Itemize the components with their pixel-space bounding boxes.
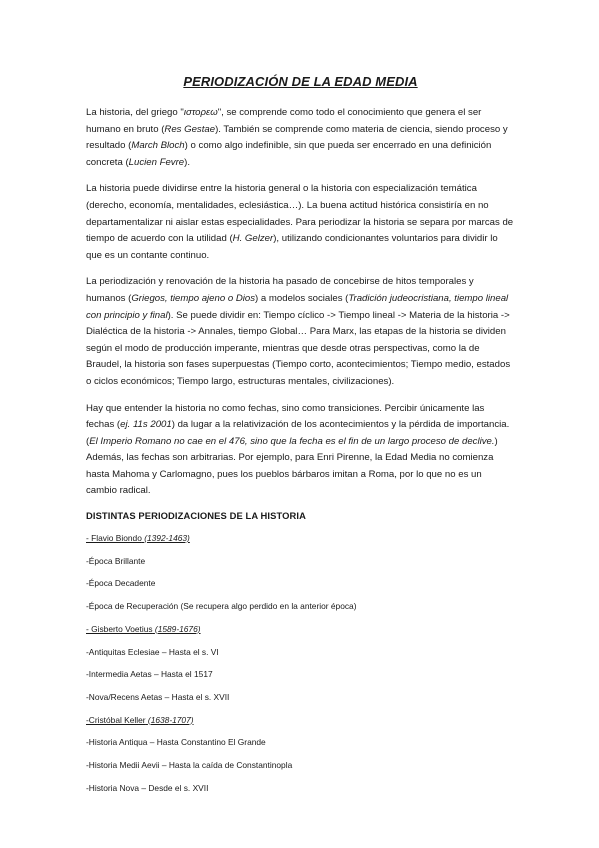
text-run: La periodización y renovación de la historia ha pasado de concebirse de hitos temporales y humanos ( (86, 276, 474, 304)
text-run: ) a modelos sociales ( (255, 292, 349, 304)
list-item: -Intermedia Aetas – Hasta el 1517 (86, 669, 213, 680)
list-item: -Nova/Recens Aetas – Hasta el s. XVII (86, 691, 230, 702)
text-run: ). Se puede dividir en: Tiempo cíclico -> Tiempo lineal -> Materia de la historia -> Dialéctica de la historia -> Annales, tiempo Global… Para Marx, las etapas de la historia se dividen según el modo de producción imperante, mientras que desde otras perspectivas, como la de Braudel, la historia son fases superpuestas (Tiempo corto, acontecimientos; Tiempo medio, estados o ciclos económicos; Tiempo largo, estructuras mentales, civilizaciones). (86, 309, 511, 387)
list-item: -Época Decadente (86, 578, 156, 589)
author-name: -Cristóbal Keller (86, 714, 146, 725)
citation: Res Gestae (164, 123, 216, 135)
list-item: -Antiquitas Eclesiae – Hasta el s. VI (86, 646, 219, 657)
text-run: ). (184, 156, 191, 168)
author-heading-keller (86, 715, 515, 726)
text-run: La historia puede dividirse entre la historia general o la historia con especialización temática (derecho, economía, mentalidades, eclesiástica…). La buena actitud histórica consistiría en no departamentalizar ni aislar estas especialidades. Para periodizar la historia se separa por marcas de tiempo de acuerdo con la utilidad ( (86, 183, 514, 245)
author-heading-biondo (86, 533, 515, 544)
author-dates: (1589-1676) (154, 623, 201, 634)
list-item: -Historia Medii Aevii – Hasta la caída de Constantinopla (86, 759, 293, 770)
text-run: ), utilizando condicionantes voluntarios para dividir lo que es un contante continuo. (86, 233, 498, 261)
text-run: ", se comprende como todo el conocimiento que genera el ser humano en bruto ( (86, 107, 482, 135)
paragraph-division (86, 181, 515, 264)
list-item: -Historia Antiqua – Hasta Constantino El Grande (86, 737, 266, 748)
author-dates: (1638-1707) (147, 714, 194, 725)
paragraph-transitions (86, 401, 515, 501)
paragraph-renovation (86, 274, 515, 390)
text-run: ). También se comprende como materia de ciencia, siendo proceso y resultado ( (86, 123, 508, 152)
author-name: - Gisberto Voetius (86, 623, 153, 634)
author-dates: (1392-1463) (144, 533, 190, 544)
list-item: -Historia Nova – Desde el s. XVII (86, 782, 209, 793)
citation: Lucien Fevre (128, 156, 185, 168)
citation: Tradición judeocristiana, tiempo lineal con principio y final (86, 292, 509, 321)
citation: El Imperio Romano no cae en el 476, sino que la fecha es el fin de un largo proceso de declive. (89, 435, 495, 447)
list-item: -Época Brillante (86, 555, 146, 566)
author-heading-voetius (86, 624, 515, 635)
citation: H. Gelzer (232, 233, 274, 245)
citation: March Bloch (131, 140, 185, 152)
greek-term: ιστορεω (183, 107, 218, 118)
section-heading: DISTINTAS PERIODIZACIONES DE LA HISTORIA (86, 510, 306, 522)
page-title: PERIODIZACIÓN DE LA EDAD MEDIA (183, 74, 418, 89)
paragraph-definition (86, 105, 515, 171)
text-run: ) da lugar a la relativización de los acontecimientos y la pérdida de importancia. ( (86, 419, 510, 447)
text-run: ) o como algo indefinible, sin que pueda ser encerrado en una definición concreta ( (86, 140, 492, 168)
text-run: La historia, del griego " (86, 107, 184, 118)
text-run: ) Además, las fechas son arbitrarias. Por ejemplo, para Enri Pirenne, la Edad Media no comienza hasta Mahoma y Carlomagno, pues los pueblos bárbaros imitan a Roma, por lo que no es un cambio radical. (86, 435, 498, 497)
citation: Griegos, tiempo ajeno o Dios (131, 292, 256, 304)
citation: ej. 11s 2001 (120, 419, 172, 431)
text-run: Hay que entender la historia no como fechas, sino como transiciones. Percibir únicamente las fechas ( (86, 402, 485, 431)
author-name: - Flavio Biondo (86, 533, 142, 544)
list-item: -Época de Recuperación (Se recupera algo perdido en la anterior época) (86, 601, 357, 612)
